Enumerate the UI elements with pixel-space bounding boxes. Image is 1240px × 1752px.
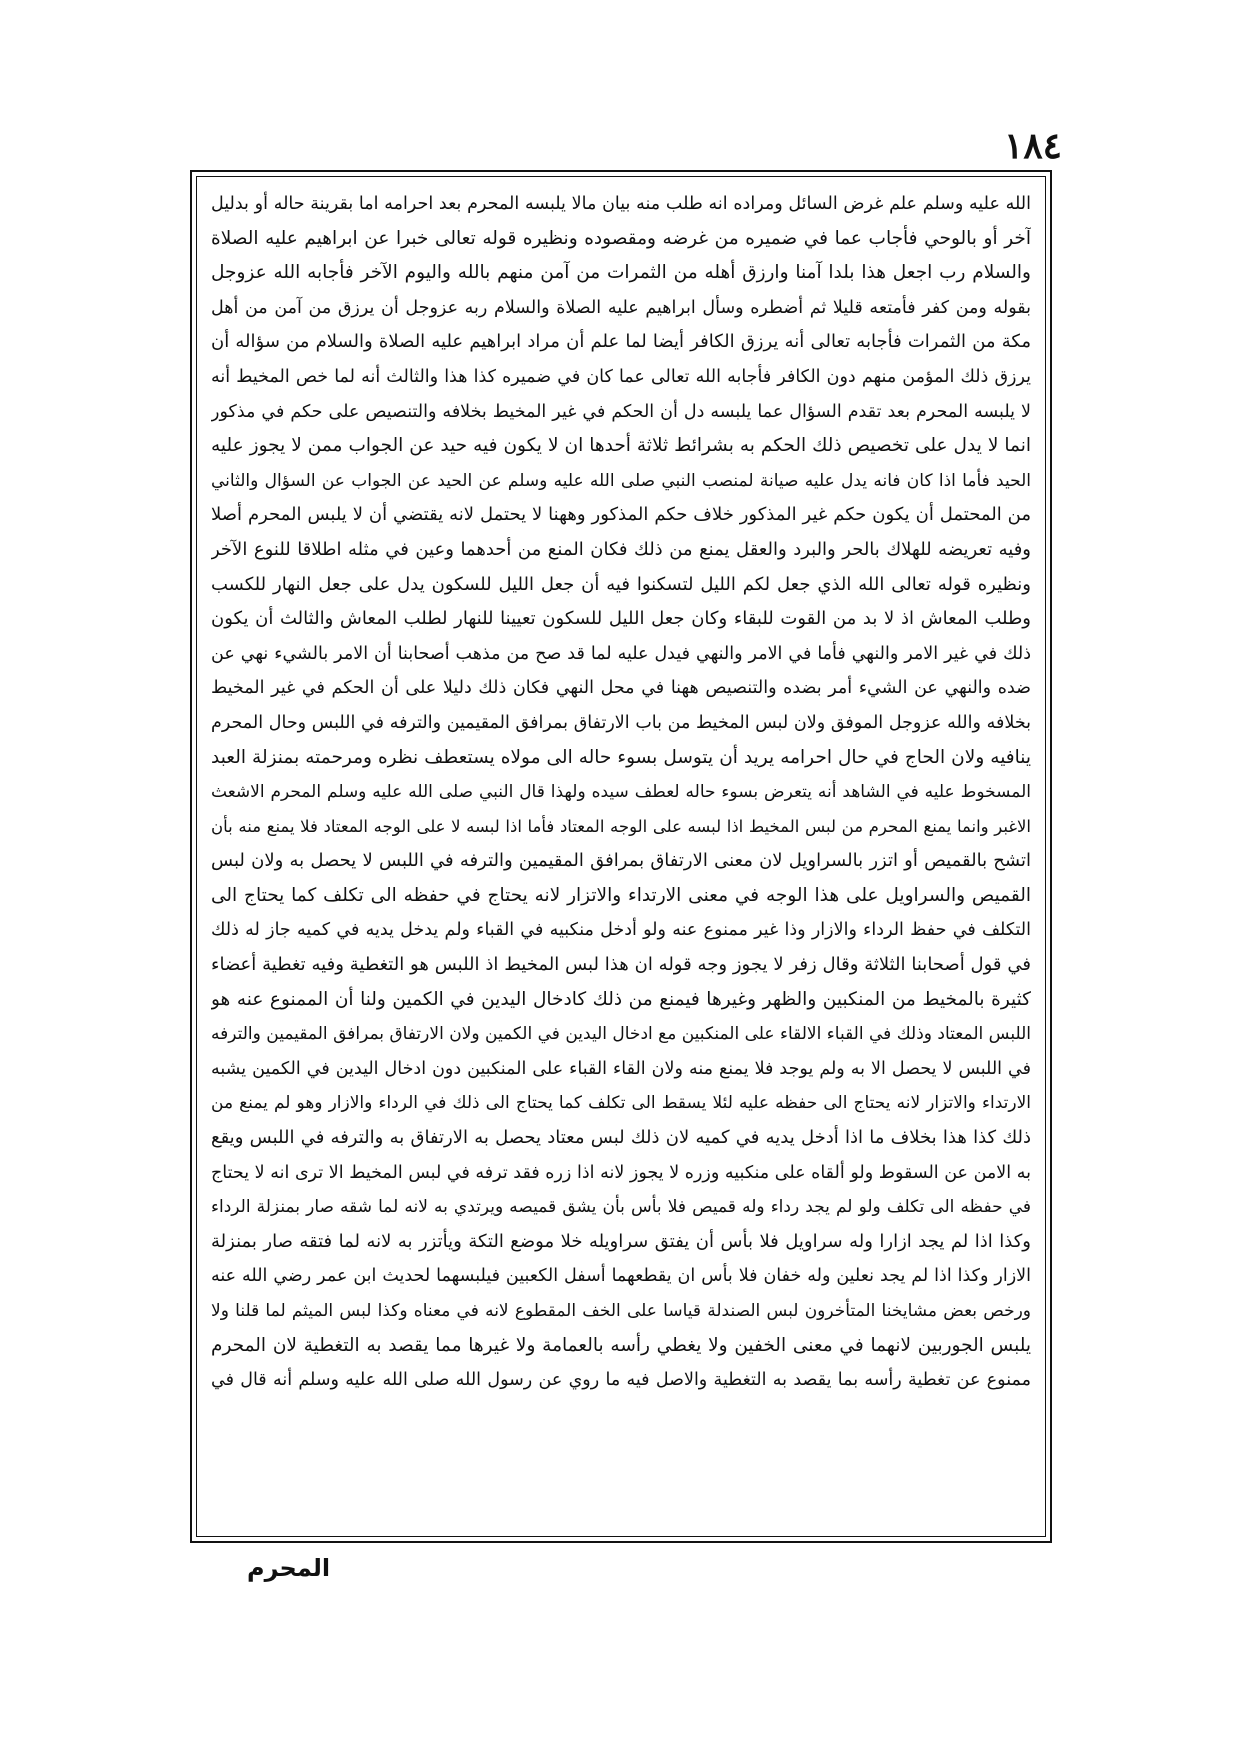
text-line: اتشح بالقميص أو اتزر بالسراويل لان معنى الارتفاق بمرافق المقيمين والترفه في اللبس لا يحصل به ولان لبس [211, 850, 1031, 872]
text-line: كثيرة بالمخيط من المنكبين والظهر وغيرها فيمنع من ذلك كادخال اليدين في الكمين ولنا أن الممنوع عنه هو [211, 988, 1031, 1010]
text-line: لا يلبسه المحرم بعد تقدم السؤال عما يلبسه دل أن الحكم في غير المخيط بخلافه والتنصيص على حكم في مذكور [211, 401, 1031, 422]
text-line: وكذا اذا لم يجد ازارا وله سراويل فلا بأس أن يفتق سراويله خلا موضع التكة ويأتزر به لانه لما فتقه صار بمنزلة [211, 1230, 1031, 1252]
text-line: الارتداء والاتزار لانه يحتاج الى حفظه عليه لئلا يسقط الى تكلف كما يحتاج الى ذلك في الرداء والازار وهو لم يمنع من [211, 1093, 1031, 1114]
text-line: وطلب المعاش اذ لا بد من القوت للبقاء وكان جعل الليل للسكون تعيينا للنهار لطلب المعاش والثالث أن يكون [211, 608, 1031, 630]
text-line: في قول أصحابنا الثلاثة وقال زفر لا يجوز وجه قوله ان هذا لبس المخيط اذ اللبس هو التغطية وفيه تغطية أعضاء [211, 954, 1031, 976]
text-line: بخلافه والله عزوجل الموفق ولان لبس المخيط من باب الارتفاق بمرافق المقيمين والترفه في اللبس وحال المحرم [211, 712, 1031, 733]
text-line: ذلك في غير الامر والنهي فأما في الامر والنهي فيدل عليه لما قد صح من مذهب أصحابنا أن الامر بالشيء نهي عن [211, 643, 1031, 664]
text-line: القميص والسراويل على هذا الوجه في معنى الارتداء والاتزار لانه يحتاج في حفظه الى تكلف كما يحتاج الى [211, 884, 1031, 906]
text-line: ينافيه ولان الحاج في حال احرامه يريد أن يتوسل بسوء حاله الى مولاه يستعطف نظره ومرحمته بمنزلة العبد [211, 746, 1031, 768]
text-line: في اللبس لا يحصل الا به ولم يوجد فلا يمنع منه ولان القاء القباء على المنكبين دون ادخال اليدين في الكمين يشبه [211, 1058, 1031, 1079]
text-line: من المحتمل أن يكون حكم غير المذكور خلاف حكم المذكور وههنا لا يحتمل لانه يقتضي أن لا يلبس المحرم أصلا [211, 504, 1031, 526]
text-line: ونظيره قوله تعالى الله الذي جعل لكم الليل لتسكنوا فيه أن جعل الليل للسكون يدل على جعل النهار للكسب [211, 573, 1031, 595]
text-line: مكة من الثمرات فأجابه تعالى أنه يرزق الكافر أيضا لما علم أن مراد ابراهيم عليه الصلاة والسلام من سؤاله أن [211, 331, 1031, 353]
text-line: ورخص بعض مشايخنا المتأخرون لبس الصندلة قياسا على الخف المقطوع لانه في معناه وكذا لبس الميثم لما قلنا ولا [211, 1301, 1031, 1321]
text-line: التكلف في حفظ الرداء والازار وذا غير ممنوع عنه ولو أدخل منكبيه في القباء ولم يدخل يديه في كميه جاز له ذلك [211, 920, 1031, 941]
page-frame-inner [196, 176, 1046, 1537]
page-number: ١٨٤ [1003, 125, 1062, 167]
catchword: المحرم [247, 1554, 331, 1582]
text-line: ضده والنهي عن الشيء أمر بضده والتنصيص ههنا في محل النهي فكان ذلك دليلا على أن الحكم في غير المخيط [211, 678, 1031, 699]
text-line: ممنوع عن تغطية رأسه بما يقصد به التغطية والاصل فيه ما روي عن رسول الله صلى الله عليه وسلم أنه قال في [211, 1370, 1031, 1391]
text-line: به الامن عن السقوط ولو ألقاه على منكبيه وزره لا يجوز لانه اذا زره فقد ترفه في لبس المخيط الا ترى انه لا يحتاج [211, 1162, 1031, 1183]
text-line: وفيه تعريضه للهلاك بالحر والبرد والعقل يمنع من ذلك فكان المنع من أحدهما وعين في مثله اطلاقا للنوع الآخر [211, 538, 1031, 560]
text-line: في حفظه الى تكلف ولو لم يجد رداء وله قميص فلا بأس بأن يشق قميصه ويرتدي به لانه لما شقه صار بمنزلة الرداء [211, 1197, 1031, 1218]
text-line: يرزق ذلك المؤمن منهم دون الكافر فأجابه الله تعالى عما كان في ضميره كذا هذا والثالث أنه لما خص المخيط أنه [211, 366, 1031, 387]
text-line: الله عليه وسلم علم غرض السائل ومراده انه طلب منه بيان مالا يلبسه المحرم بعد احرامه اما بقرينة حاله أو بدليل [211, 194, 1031, 214]
text-line: الحيد فأما اذا كان فانه يدل عليه صيانة لمنصب النبي صلى الله عليه وسلم عن الحيد عن الجواب عن السؤال والثاني [211, 470, 1031, 491]
text-line: الاغبر وانما يمنع المحرم من لبس المخيط اذا لبسه على الوجه المعتاد فأما اذا لبسه لا على الوجه المعتاد فلا يمنع منه بأن [211, 816, 1031, 836]
text-line: بقوله ومن كفر فأمتعه قليلا ثم أضطره وسأل ابراهيم عليه الصلاة والسلام ربه عزوجل أن يرزق من آمن من أهل [211, 297, 1031, 318]
text-line: والسلام رب اجعل هذا بلدا آمنا وارزق أهله من الثمرات من آمن منهم بالله واليوم الآخر فأجابه الله عزوجل [211, 262, 1031, 284]
text-line: آخر أو بالوحي فأجاب عما في ضميره من غرضه ومقصوده ونظيره قوله تعالى خبرا عن ابراهيم عليه الصلاة [211, 227, 1031, 249]
main-text [211, 187, 1031, 1398]
text-line: ذلك كذا هذا بخلاف ما اذا أدخل يديه في كميه لان ذلك لبس معتاد يحصل به الارتفاق به والترفه في اللبس ويقع [211, 1127, 1031, 1149]
text-line: المسخوط عليه في الشاهد أنه يتعرض بسوء حاله لعطف سيده ولهذا قال النبي صلى الله عليه وسلم المحرم الاشعث [211, 782, 1031, 803]
text-line: انما لا يدل على تخصيص ذلك الحكم به بشرائط ثلاثة أحدها ان لا يكون فيه حيد عن الجواب ممن لا يجوز عليه [211, 435, 1031, 457]
text-line: يلبس الجوربين لانهما في معنى الخفين ولا يغطي رأسه بالعمامة ولا غيرها مما يقصد به التغطية لان المحرم [211, 1334, 1031, 1356]
text-line: اللبس المعتاد وذلك في القباء الالقاء على المنكبين مع ادخال اليدين في الكمين ولان الارتفاق بمرافق المقيمين والترفه [211, 1024, 1031, 1045]
text-line: الازار وكذا اذا لم يجد نعلين وله خفان فلا بأس ان يقطعهما أسفل الكعبين فيلبسهما لحديث ابن عمر رضي الله عنه [211, 1266, 1031, 1287]
